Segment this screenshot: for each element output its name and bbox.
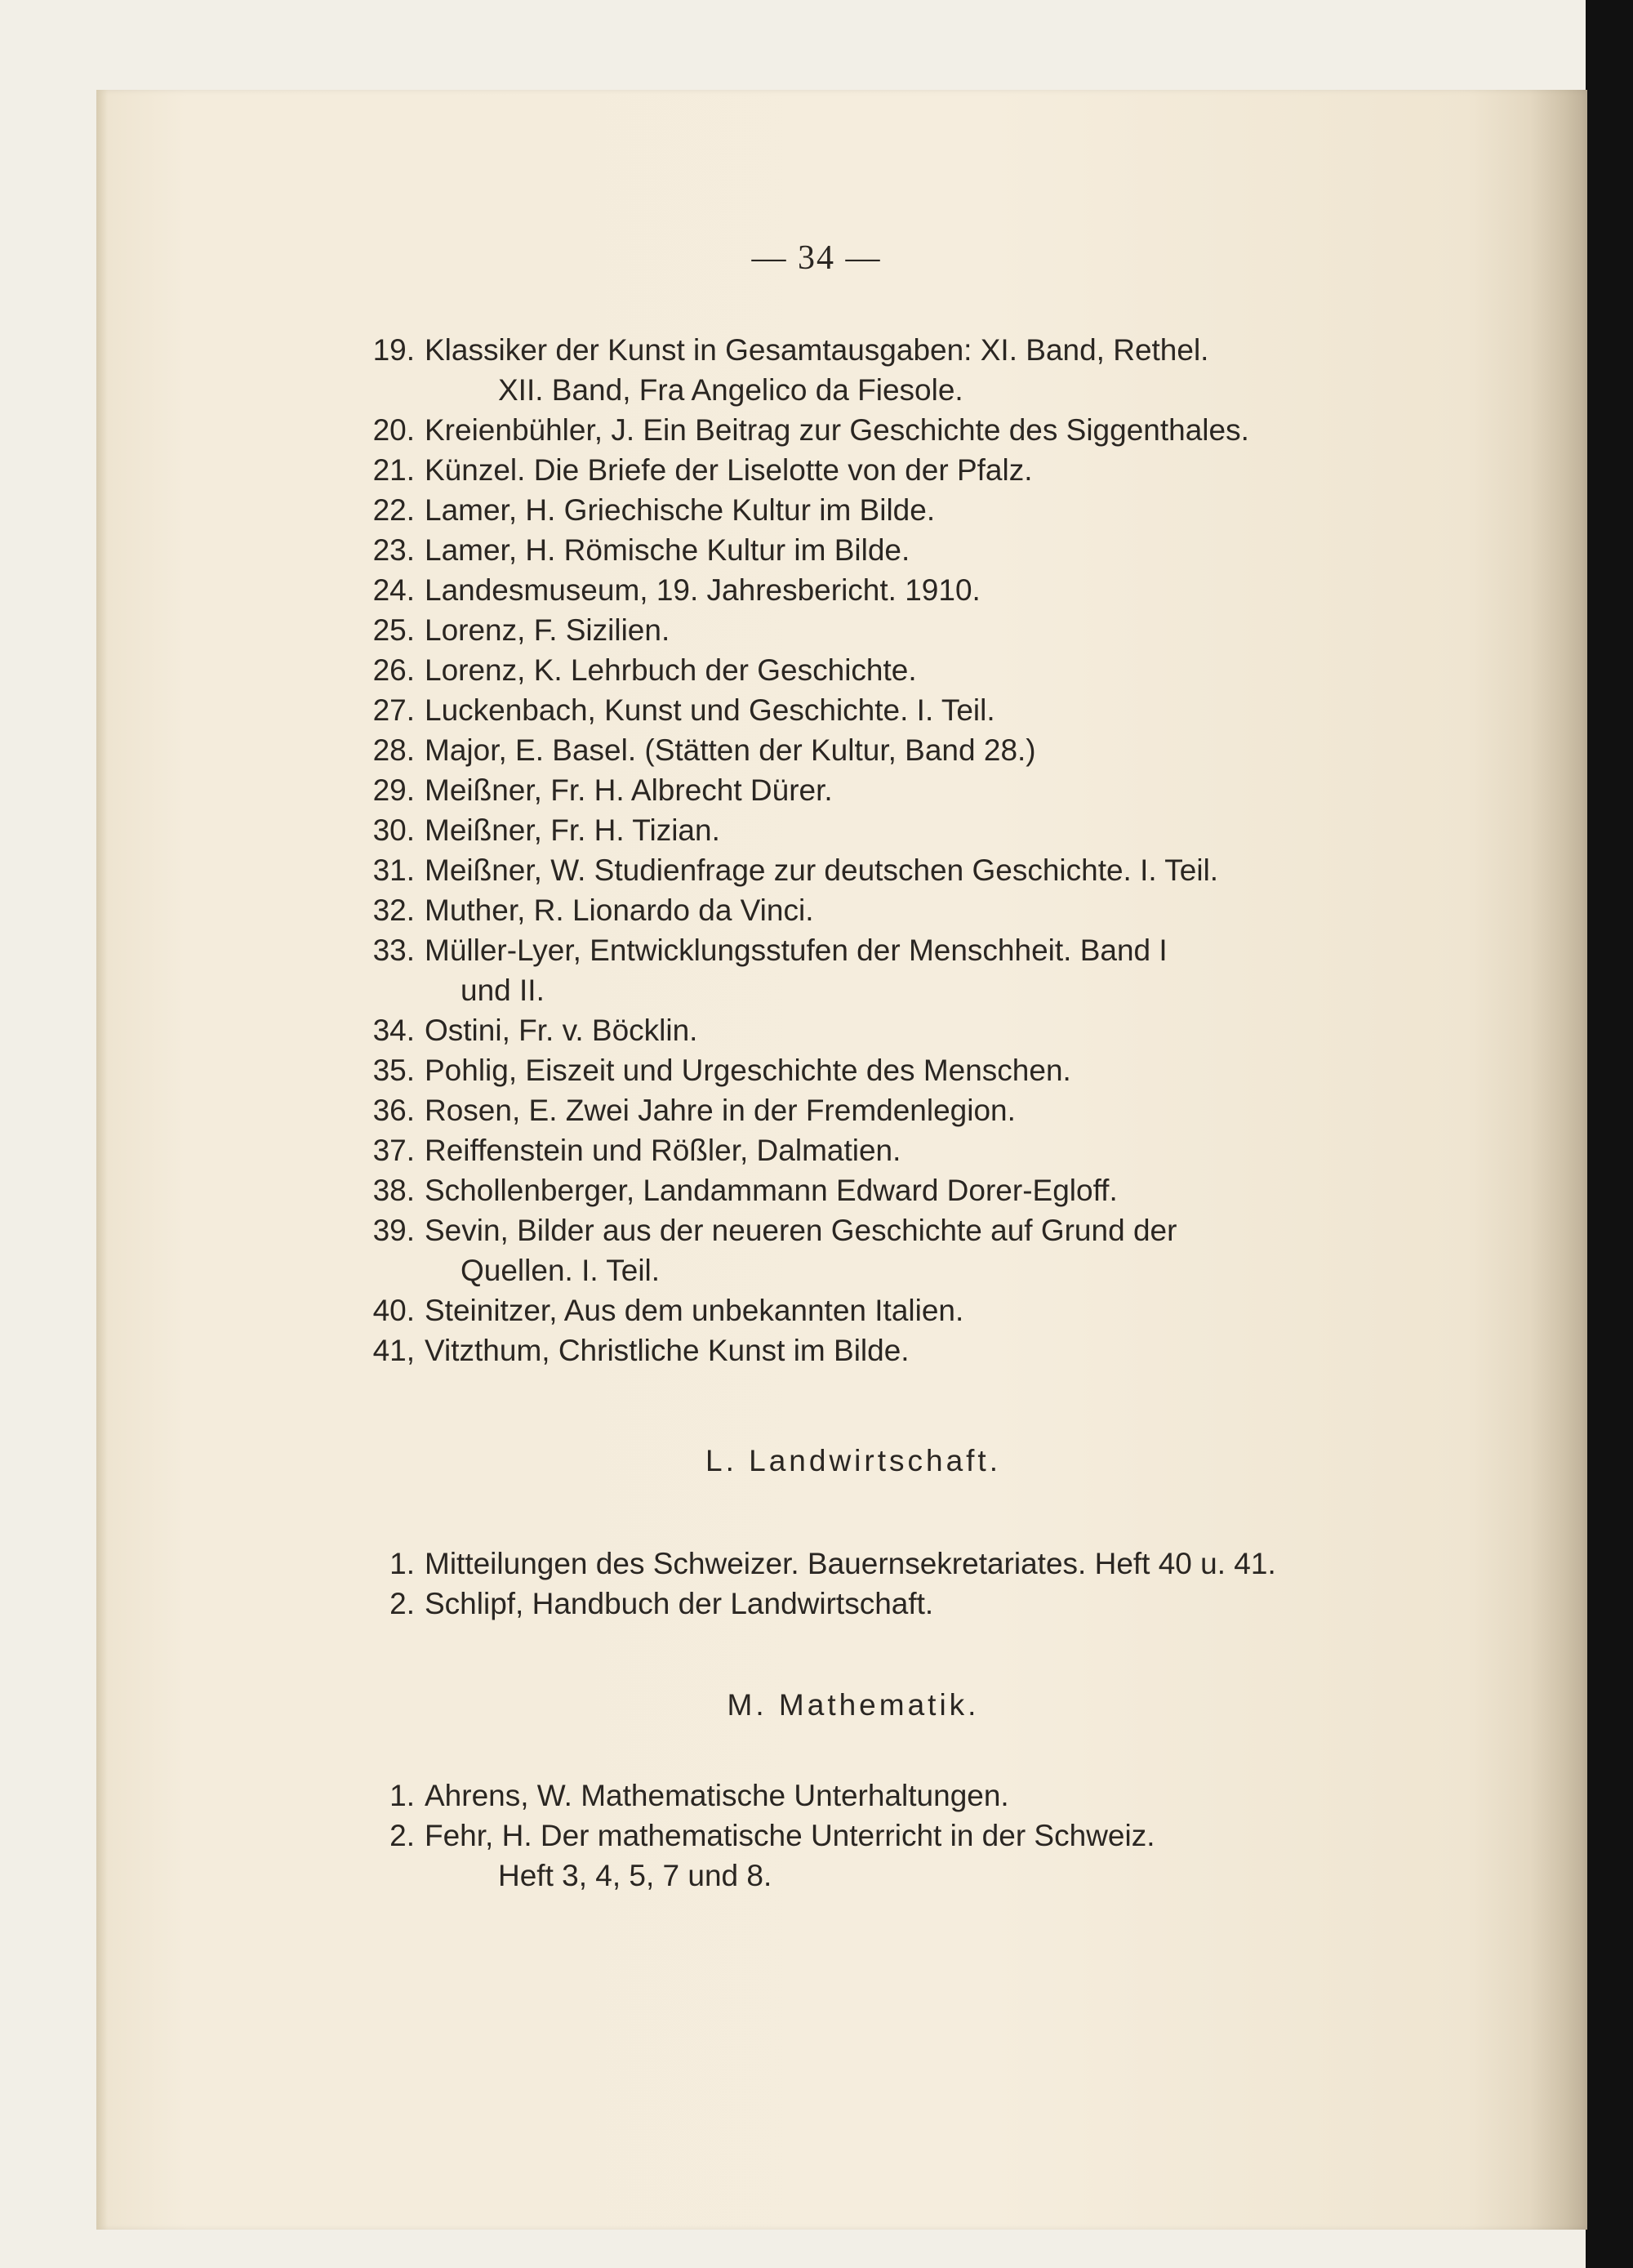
list-item bbox=[351, 890, 1331, 930]
entry-number: 41, bbox=[372, 1334, 415, 1367]
list-item bbox=[351, 330, 1331, 410]
list-item bbox=[351, 570, 1331, 610]
list-item bbox=[351, 1290, 1331, 1330]
list-item bbox=[351, 450, 1331, 490]
list-item bbox=[351, 850, 1331, 890]
entry-text: Lorenz, K. Lehrbuch der Geschichte. bbox=[425, 653, 917, 687]
list-item bbox=[351, 810, 1331, 850]
list-item bbox=[351, 770, 1331, 810]
page-gutter bbox=[96, 90, 108, 2230]
entry-number: 1. bbox=[389, 1779, 415, 1812]
entry-text: Muther, R. Lionardo da Vinci. bbox=[425, 893, 814, 927]
entry-number: 39. bbox=[372, 1214, 415, 1247]
list-item bbox=[351, 1544, 1331, 1584]
entry-number: 24. bbox=[372, 573, 415, 607]
entry-number: 32. bbox=[372, 893, 415, 927]
entry-continuation: XII. Band, Fra Angelico da Fiesole. bbox=[498, 373, 963, 407]
entry-number: 36. bbox=[372, 1094, 415, 1127]
entry-text: Reiffenstein und Rößler, Dalmatien. bbox=[425, 1134, 901, 1167]
list-item bbox=[351, 530, 1331, 570]
entry-text: Sevin, Bilder aus der neueren Geschichte auf Grund der bbox=[425, 1214, 1177, 1247]
section-heading-mathematik: M. Mathematik. bbox=[727, 1688, 980, 1722]
list-item bbox=[351, 1050, 1331, 1090]
entry-text: Vitzthum, Christliche Kunst im Bilde. bbox=[425, 1334, 910, 1367]
entry-text: Klassiker der Kunst in Gesamtausgaben: XI. Band, Rethel. bbox=[425, 333, 1209, 367]
entry-text: Mitteilungen des Schweizer. Bauernsekretariates. Heft 40 u. 41. bbox=[425, 1547, 1276, 1580]
bibliography-list-k bbox=[351, 330, 1331, 1370]
list-item bbox=[351, 490, 1331, 530]
entry-number: 37. bbox=[372, 1134, 415, 1167]
list-item bbox=[351, 1010, 1331, 1050]
entry-text: Meißner, Fr. H. Tizian. bbox=[425, 813, 720, 847]
entry-number: 27. bbox=[372, 693, 415, 727]
entry-text: Luckenbach, Kunst und Geschichte. I. Teil. bbox=[425, 693, 995, 727]
entry-number: 25. bbox=[372, 613, 415, 647]
entry-number: 20. bbox=[372, 413, 415, 447]
list-item bbox=[351, 1090, 1331, 1130]
entry-text: Künzel. Die Briefe der Liselotte von der Pfalz. bbox=[425, 453, 1033, 487]
list-item bbox=[351, 1330, 1331, 1370]
entry-continuation: Heft 3, 4, 5, 7 und 8. bbox=[498, 1859, 772, 1892]
list-item bbox=[351, 1210, 1331, 1290]
list-item bbox=[351, 930, 1331, 1010]
entry-continuation: Quellen. I. Teil. bbox=[461, 1254, 661, 1287]
entry-text: Schollenberger, Landammann Edward Dorer-Egloff. bbox=[425, 1174, 1118, 1207]
list-item bbox=[351, 610, 1331, 650]
list-item bbox=[351, 410, 1331, 450]
list-item bbox=[351, 730, 1331, 770]
entry-number: 33. bbox=[372, 933, 415, 967]
entry-text: Rosen, E. Zwei Jahre in der Fremdenlegion. bbox=[425, 1094, 1016, 1127]
section-heading-landwirtschaft: L. Landwirtschaft. bbox=[705, 1444, 1001, 1477]
entry-number: 30. bbox=[372, 813, 415, 847]
entry-text: Lorenz, F. Sizilien. bbox=[425, 613, 670, 647]
list-item bbox=[351, 690, 1331, 730]
page-number: — 34 — bbox=[751, 239, 882, 277]
entry-number: 40. bbox=[372, 1294, 415, 1327]
entry-number: 29. bbox=[372, 773, 415, 807]
entry-number: 2. bbox=[389, 1587, 415, 1620]
entry-number: 26. bbox=[372, 653, 415, 687]
entry-number: 1. bbox=[389, 1547, 415, 1580]
entry-number: 19. bbox=[372, 333, 415, 367]
entry-number: 23. bbox=[372, 533, 415, 567]
entry-text: Ahrens, W. Mathematische Unterhaltungen. bbox=[425, 1779, 1009, 1812]
entry-number: 35. bbox=[372, 1054, 415, 1087]
list-item bbox=[351, 1170, 1331, 1210]
list-item bbox=[351, 1776, 1331, 1816]
entry-text: Kreienbühler, J. Ein Beitrag zur Geschichte des Siggenthales. bbox=[425, 413, 1249, 447]
entry-text: Landesmuseum, 19. Jahresbericht. 1910. bbox=[425, 573, 981, 607]
entry-number: 34. bbox=[372, 1014, 415, 1047]
entry-continuation: und II. bbox=[461, 974, 545, 1007]
bibliography-list-l bbox=[351, 1544, 1331, 1624]
entry-number: 38. bbox=[372, 1174, 415, 1207]
list-item bbox=[351, 1816, 1331, 1896]
bibliography-list-m bbox=[351, 1776, 1331, 1896]
entry-text: Meißner, W. Studienfrage zur deutschen Geschichte. I. Teil. bbox=[425, 853, 1219, 887]
entry-text: Müller-Lyer, Entwicklungsstufen der Menschheit. Band I bbox=[425, 933, 1168, 967]
entry-text: Steinitzer, Aus dem unbekannten Italien. bbox=[425, 1294, 964, 1327]
entry-number: 2. bbox=[389, 1819, 415, 1852]
entry-text: Fehr, H. Der mathematische Unterricht in der Schweiz. bbox=[425, 1819, 1155, 1852]
entry-text: Meißner, Fr. H. Albrecht Dürer. bbox=[425, 773, 833, 807]
book-spine-shadow bbox=[1586, 0, 1633, 2268]
list-item bbox=[351, 1130, 1331, 1170]
entry-text: Schlipf, Handbuch der Landwirtschaft. bbox=[425, 1587, 934, 1620]
entry-text: Major, E. Basel. (Stätten der Kultur, Band 28.) bbox=[425, 733, 1036, 767]
list-item bbox=[351, 650, 1331, 690]
entry-text: Lamer, H. Griechische Kultur im Bilde. bbox=[425, 493, 936, 527]
entry-text: Pohlig, Eiszeit und Urgeschichte des Menschen. bbox=[425, 1054, 1071, 1087]
entry-number: 22. bbox=[372, 493, 415, 527]
list-item bbox=[351, 1584, 1331, 1624]
entry-text: Ostini, Fr. v. Böcklin. bbox=[425, 1014, 698, 1047]
entry-number: 31. bbox=[372, 853, 415, 887]
entry-number: 28. bbox=[372, 733, 415, 767]
entry-text: Lamer, H. Römische Kultur im Bilde. bbox=[425, 533, 910, 567]
page-edge-shading bbox=[1530, 90, 1587, 2230]
entry-number: 21. bbox=[372, 453, 415, 487]
